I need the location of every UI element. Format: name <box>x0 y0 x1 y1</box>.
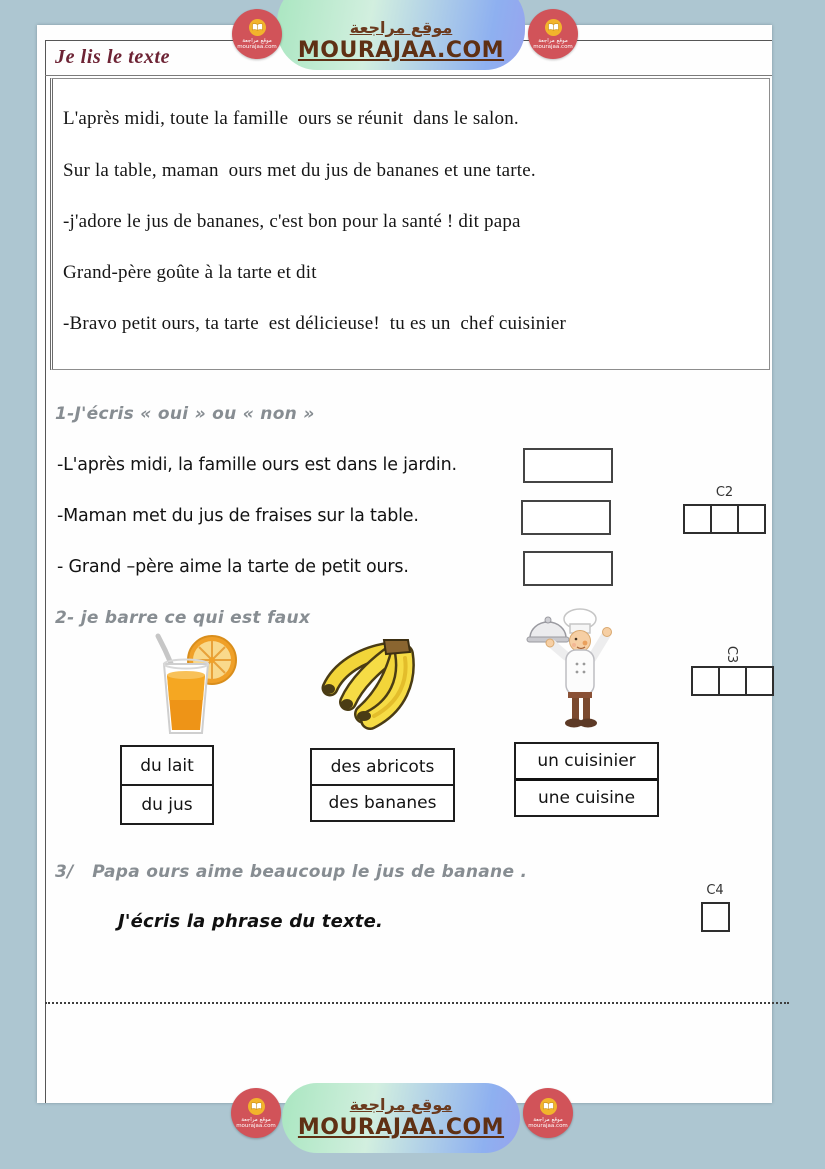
answer-box-3[interactable] <box>523 551 613 586</box>
badge-site-label: mourajaa.com <box>236 1122 276 1129</box>
score-cell[interactable] <box>737 504 766 534</box>
score-widget-c3 <box>694 645 770 696</box>
bananas-image <box>306 636 450 734</box>
reading-line: L'après midi, toute la famille ours se réunit dans le salon. <box>63 108 519 129</box>
site-link[interactable]: MOURAJAA.COM <box>297 38 505 63</box>
answer-box-2[interactable] <box>521 500 611 535</box>
site-logo-badge <box>232 9 282 59</box>
exercise3-heading: 3/ Papa ours aime beaucoup le jus de banane . <box>55 862 528 882</box>
reading-line: -Bravo petit ours, ta tarte est délicieuse! tu es un chef cuisinier <box>63 313 567 334</box>
writing-line[interactable] <box>45 1002 789 1004</box>
score-widget-c4 <box>700 884 730 932</box>
badge-site-label: mourajaa.com <box>533 43 573 50</box>
score-cells <box>691 666 774 696</box>
site-arabic-label: موقع مراجعة <box>349 18 453 37</box>
exercise2-heading: 2- je barre ce qui est faux <box>55 608 311 628</box>
reading-line: -j'adore le jus de bananes, c'est bon pour la santé ! dit papa <box>63 211 521 232</box>
badge-arabic-label: موقع مراجعة <box>538 37 568 44</box>
score-widget-c2 <box>683 486 766 534</box>
option-une-cuisine[interactable]: une cuisine <box>516 778 657 815</box>
score-label: C4 <box>706 883 724 898</box>
chef-image <box>522 604 624 738</box>
option-table-bananas <box>310 748 455 822</box>
book-icon <box>248 1098 265 1115</box>
badge-arabic-label: موقع مراجعة <box>241 1116 271 1123</box>
exercise1-statement: -Maman met du jus de fraises sur la table. <box>57 506 419 526</box>
book-icon <box>540 1098 557 1115</box>
title-divider <box>45 75 772 76</box>
option-des-bananes[interactable]: des bananes <box>312 784 453 820</box>
option-table-chef <box>514 742 659 817</box>
score-cell[interactable] <box>710 504 739 534</box>
site-link[interactable]: MOURAJAA.COM <box>297 1115 505 1140</box>
exercise3-instruction: J'écris la phrase du texte. <box>118 911 384 932</box>
badge-site-label: mourajaa.com <box>237 43 277 50</box>
site-banner-top <box>277 0 525 70</box>
option-du-jus[interactable]: du jus <box>122 784 212 823</box>
score-label: C3 <box>724 645 740 664</box>
site-logo-badge <box>528 9 578 59</box>
score-cells <box>683 504 766 534</box>
score-cell[interactable] <box>745 666 774 696</box>
score-cells <box>701 902 730 932</box>
score-cell[interactable] <box>701 902 730 932</box>
reading-line: Grand-père goûte à la tarte et dit <box>63 262 317 283</box>
score-cell[interactable] <box>683 504 712 534</box>
answer-box-1[interactable] <box>523 448 613 483</box>
exercise1-heading: 1-J'écris « oui » ou « non » <box>55 404 315 424</box>
badge-arabic-label: موقع مراجعة <box>533 1116 563 1123</box>
site-banner-bottom <box>282 1083 520 1153</box>
exercise1-statement: -L'après midi, la famille ours est dans le jardin. <box>57 455 457 475</box>
book-icon <box>545 19 562 36</box>
score-cell[interactable] <box>718 666 747 696</box>
score-label: C2 <box>715 485 734 500</box>
page-title: Je lis le texte <box>55 46 171 68</box>
orange-juice-image <box>128 630 252 742</box>
site-logo-badge <box>523 1088 573 1138</box>
site-arabic-label: موقع مراجعة <box>349 1095 453 1114</box>
option-table-juice <box>120 745 214 825</box>
option-du-lait[interactable]: du lait <box>140 755 194 776</box>
option-des-abricots[interactable]: des abricots <box>330 757 435 777</box>
book-icon <box>249 19 266 36</box>
site-logo-badge <box>231 1088 281 1138</box>
badge-arabic-label: موقع مراجعة <box>242 37 272 44</box>
exercise1-statement: - Grand –père aime la tarte de petit ours. <box>57 557 409 577</box>
frame-left-line <box>45 40 46 1103</box>
reading-line: Sur la table, maman ours met du jus de bananes et une tarte. <box>63 160 536 181</box>
option-un-cuisinier[interactable]: un cuisinier <box>537 751 636 771</box>
badge-site-label: mourajaa.com <box>528 1122 568 1129</box>
score-cell[interactable] <box>691 666 720 696</box>
